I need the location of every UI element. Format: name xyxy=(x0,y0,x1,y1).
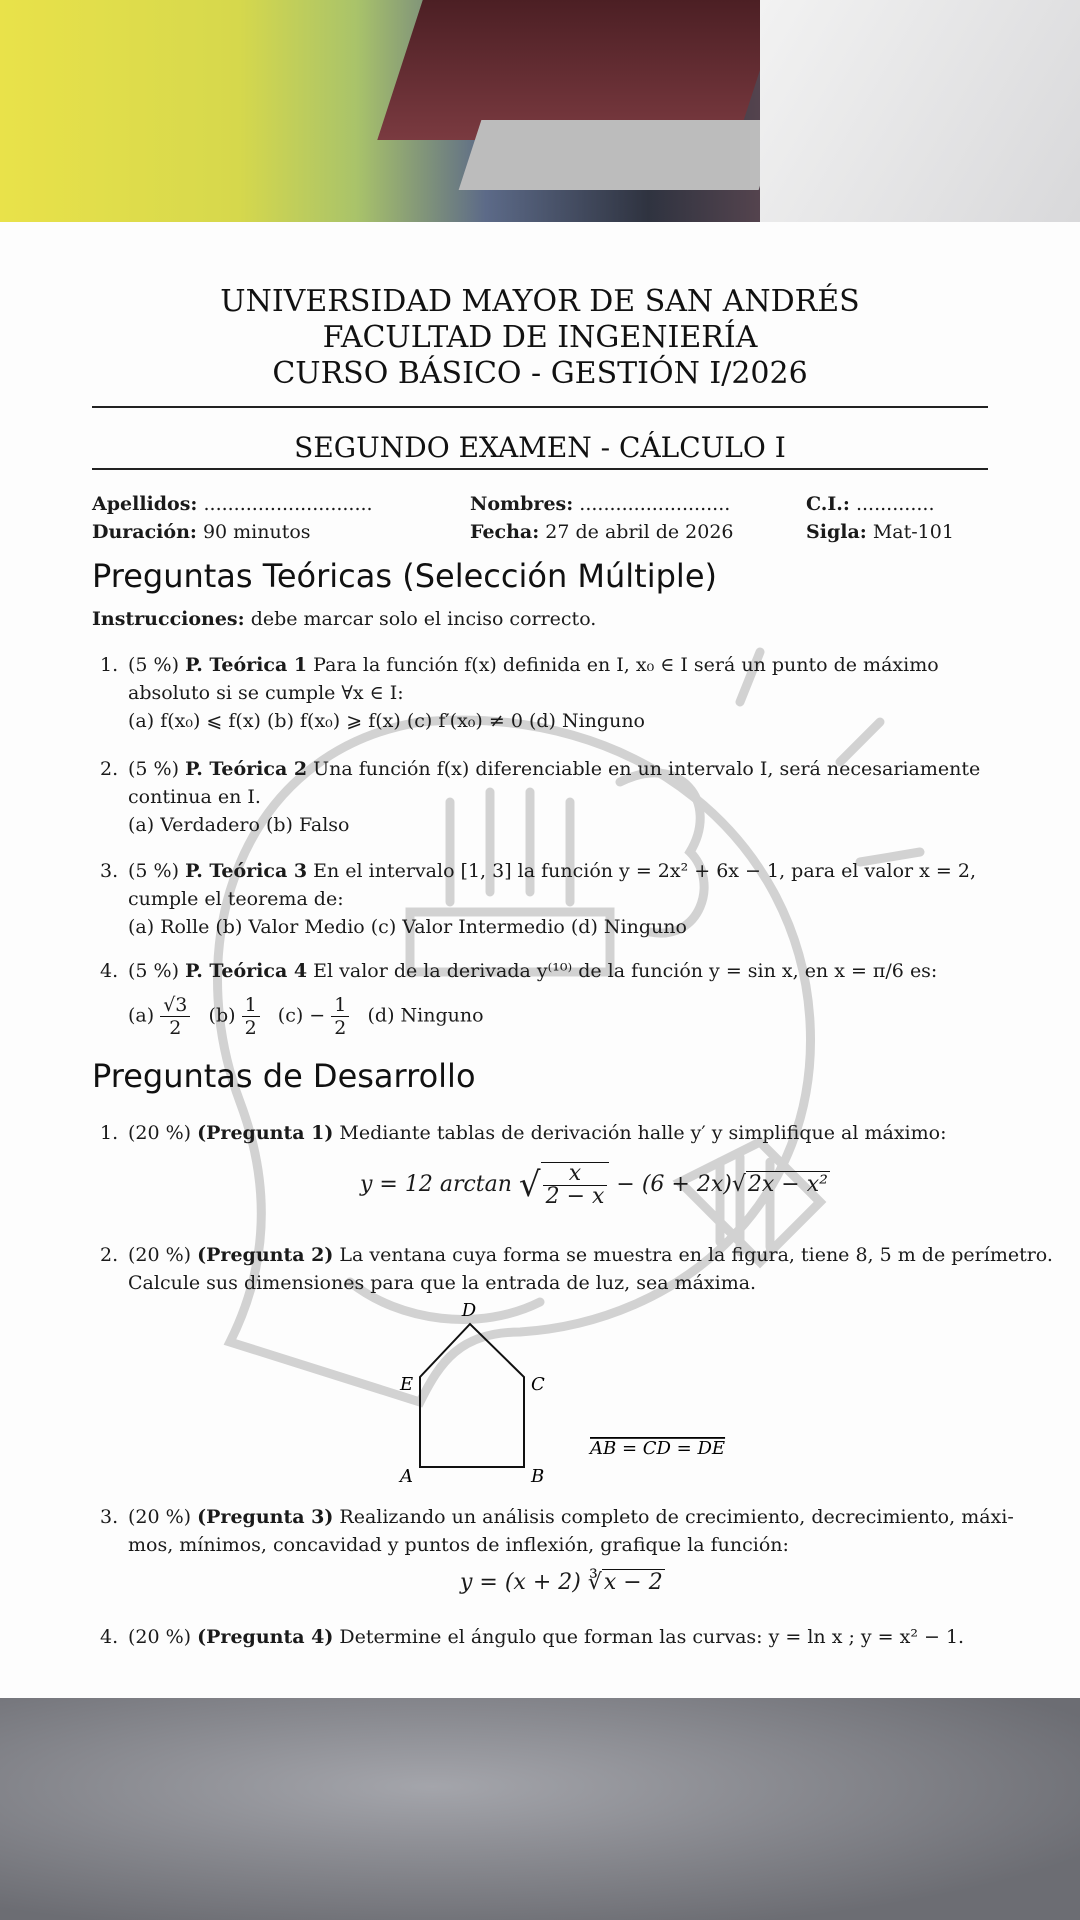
dev-p3 xyxy=(128,1504,1014,1530)
theory-q2-line2: continua en I. xyxy=(128,786,261,808)
dev-p1-percent: (20 %) xyxy=(128,1122,192,1144)
p1-formula-left: y = 12 arctan xyxy=(360,1172,512,1197)
p1-formula-mid: − (6 + 2x) xyxy=(616,1172,732,1197)
theory-q1-line1: Para la función f(x) definida en I, x₀ ∈ I será un punto de máximo xyxy=(313,654,939,676)
theory-q1-percent: (5 %) xyxy=(128,654,180,676)
header-rule-top xyxy=(92,406,988,408)
dev-p2 xyxy=(128,1242,1053,1268)
frac-b-den: 2 xyxy=(244,1017,257,1039)
theory-q4-tag: P. Teórica 4 xyxy=(185,960,308,982)
theory-q4-frac-b xyxy=(242,994,260,1039)
frac-a-den: 2 xyxy=(169,1017,182,1039)
label-e: E xyxy=(400,1374,414,1395)
duracion-label: Duración: xyxy=(92,521,197,543)
dev-p4 xyxy=(128,1624,964,1650)
dev-p3-line1: Realizando un análisis completo de crecimiento, decrecimiento, máxi- xyxy=(339,1506,1014,1528)
theory-q1-line2: absoluto si se cumple ∀x ∈ I: xyxy=(128,682,404,704)
dev-p1-number: 1. xyxy=(100,1122,119,1144)
theory-q1-number: 1. xyxy=(100,654,119,676)
theory-q2 xyxy=(128,756,980,782)
dev-p2-line2: Calcule sus dimensiones para que la entrada de luz, sea máxima. xyxy=(128,1272,757,1294)
development-section-title: Preguntas de Desarrollo xyxy=(92,1057,476,1095)
dev-p1-formula: y = 12 arctan √ $\frac{x}{2 - x}$ − (6 + 2x)√2x − x² xyxy=(360,1161,828,1209)
dev-p2-number: 2. xyxy=(100,1244,119,1266)
p1-frac-den: 2 − x xyxy=(545,1184,605,1209)
frac-a-num: √3 xyxy=(160,994,190,1017)
university-name: UNIVERSIDAD MAYOR DE SAN ANDRÉS xyxy=(220,284,860,319)
dev-p1 xyxy=(128,1120,946,1146)
instructions-label: Instrucciones: xyxy=(92,608,245,630)
theory-q4-opt-d: (d) Ninguno xyxy=(367,1004,484,1027)
apellidos-field xyxy=(92,492,373,516)
exam-sheet xyxy=(0,222,1080,1698)
label-c: C xyxy=(531,1374,545,1395)
ci-label: C.I.: xyxy=(806,493,850,515)
frac-c-num: 1 xyxy=(331,994,349,1017)
theory-q4-percent: (5 %) xyxy=(128,960,180,982)
theory-q4-frac-c xyxy=(331,994,349,1039)
nombres-field xyxy=(470,492,730,516)
faculty-name: FACULTAD DE INGENIERÍA xyxy=(322,320,758,355)
dev-p2-line1: La ventana cuya forma se muestra en la figura, tiene 8, 5 m de perímetro. xyxy=(339,1244,1053,1266)
label-a: A xyxy=(400,1466,413,1487)
theory-q4-number: 4. xyxy=(100,960,119,982)
frac-b-num: 1 xyxy=(242,994,260,1017)
p3-formula-left: y = (x + 2) xyxy=(460,1570,581,1595)
dev-p4-text: Determine el ángulo que forman las curvas: y = ln x ; y = x² − 1. xyxy=(339,1626,965,1648)
apellidos-label: Apellidos: xyxy=(92,493,198,515)
instructions xyxy=(92,606,596,632)
theory-q4-opt-a: (a) xyxy=(128,1004,155,1027)
theory-q2-percent: (5 %) xyxy=(128,758,180,780)
nombres-label: Nombres: xyxy=(470,493,574,515)
p1-formula-rad: 2x − x² xyxy=(747,1172,828,1197)
window-figure xyxy=(390,1302,730,1492)
theory-q4 xyxy=(128,958,937,984)
theory-q2-tag: P. Teórica 2 xyxy=(185,758,308,780)
sigla-field xyxy=(806,520,954,544)
dev-p3-tag: (Pregunta 3) xyxy=(197,1506,334,1528)
photo-background-bottom xyxy=(0,1698,1080,1920)
theory-q4-options xyxy=(128,994,484,1039)
nombres-blank: ......................... xyxy=(579,493,731,515)
segment-equality: AB = CD = DE xyxy=(590,1438,726,1459)
course-name: CURSO BÁSICO - GESTIÓN I/2026 xyxy=(272,356,808,391)
theory-section-title: Preguntas Teóricas (Selección Múltiple) xyxy=(92,557,717,595)
duracion-value: 90 minutos xyxy=(202,521,311,543)
dev-p2-percent: (20 %) xyxy=(128,1244,192,1266)
theory-q3-tag: P. Teórica 3 xyxy=(185,860,308,882)
dev-p1-text: Mediante tablas de derivación halle y′ y simplifique al máximo: xyxy=(339,1122,947,1144)
duracion-field xyxy=(92,520,311,544)
dev-p3-line2: mos, mínimos, concavidad y puntos de inflexión, grafique la función: xyxy=(128,1534,789,1556)
p1-formula-frac xyxy=(541,1162,610,1208)
theory-q3-line2: cumple el teorema de: xyxy=(128,888,344,910)
photo-background-top xyxy=(0,0,1080,222)
fecha-field xyxy=(470,520,734,544)
theory-q2-line1: Una función f(x) diferenciable en un intervalo I, será necesariamente xyxy=(313,758,981,780)
theory-q4-frac-a xyxy=(160,994,190,1039)
frac-c-den: 2 xyxy=(334,1017,347,1039)
theory-q3-line1: En el intervalo [1, 3] la función y = 2x² + 6x − 1, para el valor x = 2, xyxy=(313,860,977,882)
label-b: B xyxy=(531,1466,545,1487)
book-spine xyxy=(459,120,782,190)
theory-q3-number: 3. xyxy=(100,860,119,882)
theory-q3-percent: (5 %) xyxy=(128,860,180,882)
p1-frac-num: x xyxy=(543,1163,608,1186)
book-cover xyxy=(377,0,782,140)
theory-q4-line1: El valor de la derivada y⁽¹⁰⁾ de la función y = sin x, en x = π/6 es: xyxy=(313,960,938,982)
p3-formula-rad: x − 2 xyxy=(603,1570,663,1595)
dev-p1-tag: (Pregunta 1) xyxy=(197,1122,334,1144)
header-rule-bottom xyxy=(92,468,988,470)
p3-formula-root: ∛ xyxy=(587,1570,602,1595)
theory-q2-options: (a) Verdadero (b) Falso xyxy=(128,814,350,836)
instructions-text: debe marcar solo el inciso correcto. xyxy=(250,608,597,630)
fecha-value: 27 de abril de 2026 xyxy=(545,521,734,543)
dev-p3-number: 3. xyxy=(100,1506,119,1528)
paper-stack xyxy=(760,0,1080,222)
fecha-label: Fecha: xyxy=(470,521,540,543)
apellidos-blank: ............................ xyxy=(203,493,373,515)
theory-q2-number: 2. xyxy=(100,758,119,780)
dev-p3-formula xyxy=(460,1568,665,1598)
theory-q4-opt-b: (b) xyxy=(208,1004,236,1027)
exam-title: SEGUNDO EXAMEN - CÁLCULO I xyxy=(294,431,786,464)
theory-q4-opt-c: (c) − xyxy=(277,1004,326,1027)
theory-q3-options: (a) Rolle (b) Valor Medio (c) Valor Intermedio (d) Ninguno xyxy=(128,916,687,938)
theory-q1 xyxy=(128,652,939,678)
theory-q1-options: (a) f(x₀) ⩽ f(x) (b) f(x₀) ⩾ f(x) (c) f′(x₀) ≠ 0 (d) Ninguno xyxy=(128,710,645,732)
dev-p2-tag: (Pregunta 2) xyxy=(197,1244,334,1266)
ci-field xyxy=(806,492,934,516)
sigla-label: Sigla: xyxy=(806,521,867,543)
dev-p4-percent: (20 %) xyxy=(128,1626,192,1648)
sigla-value: Mat-101 xyxy=(872,521,954,543)
dev-p4-tag: (Pregunta 4) xyxy=(197,1626,334,1648)
dev-p4-number: 4. xyxy=(100,1626,119,1648)
dev-p3-percent: (20 %) xyxy=(128,1506,192,1528)
label-d: D xyxy=(461,1302,477,1321)
ci-blank: ............. xyxy=(855,493,935,515)
theory-q1-tag: P. Teórica 1 xyxy=(185,654,308,676)
theory-q3 xyxy=(128,858,976,884)
